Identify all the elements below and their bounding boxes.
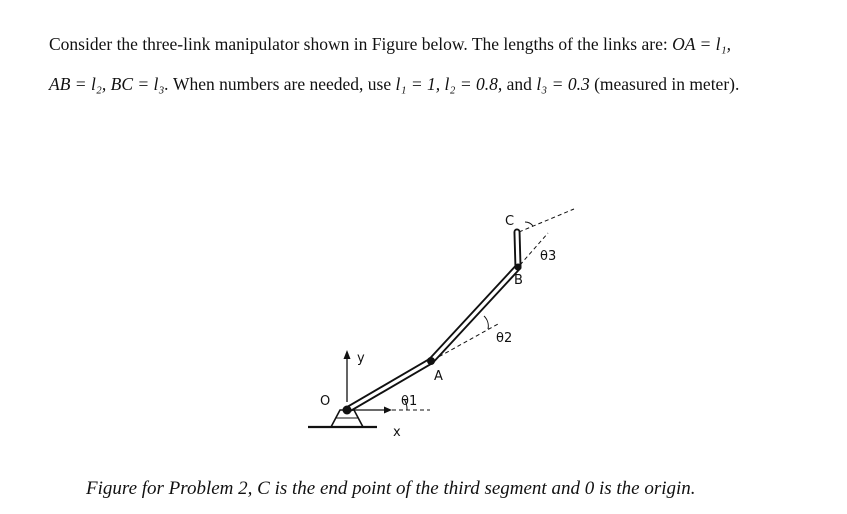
eq-oa: OA = l₁, — [672, 34, 731, 54]
label-c: C — [505, 214, 515, 229]
label-b: B — [514, 273, 523, 288]
theta2-arc — [484, 316, 488, 329]
problem-intro: Consider the three-link manipulator shown in Figure below. The lengths of the links are: — [49, 34, 668, 54]
label-theta1: θ1 — [401, 394, 418, 409]
extension-line-3 — [519, 209, 574, 232]
eq-bc: BC = l₃. — [110, 74, 169, 94]
label-theta3: θ3 — [540, 249, 557, 264]
y-axis — [344, 350, 351, 402]
joint-b — [515, 264, 522, 271]
label-y: y — [357, 351, 365, 366]
link-ab — [431, 267, 518, 361]
figure-caption: Figure for Problem 2, C is the end point of the third segment and 0 is the origin. — [86, 478, 696, 499]
x-axis — [349, 407, 430, 414]
link-oa — [347, 361, 431, 410]
joint-a — [427, 357, 435, 365]
label-x: x — [393, 425, 401, 440]
val-l3: l₃ = 0.3 — [536, 74, 590, 94]
and-text: and — [506, 74, 532, 94]
val-l1: l₁ = 1, — [395, 74, 441, 94]
units-text: (measured in meter). — [594, 74, 740, 94]
eq-ab: AB = l₂, — [49, 74, 107, 94]
label-theta2: θ2 — [496, 331, 513, 346]
val-l2: l₂ = 0.8, — [444, 74, 503, 94]
label-o: O — [320, 394, 331, 409]
base-support — [308, 410, 377, 427]
theta3-arc — [525, 222, 533, 226]
link-bc — [517, 232, 518, 267]
extension-line-1 — [433, 324, 498, 360]
when-text: When numbers are needed, use — [172, 74, 392, 94]
joint-o — [343, 406, 352, 415]
label-a: A — [434, 369, 443, 384]
